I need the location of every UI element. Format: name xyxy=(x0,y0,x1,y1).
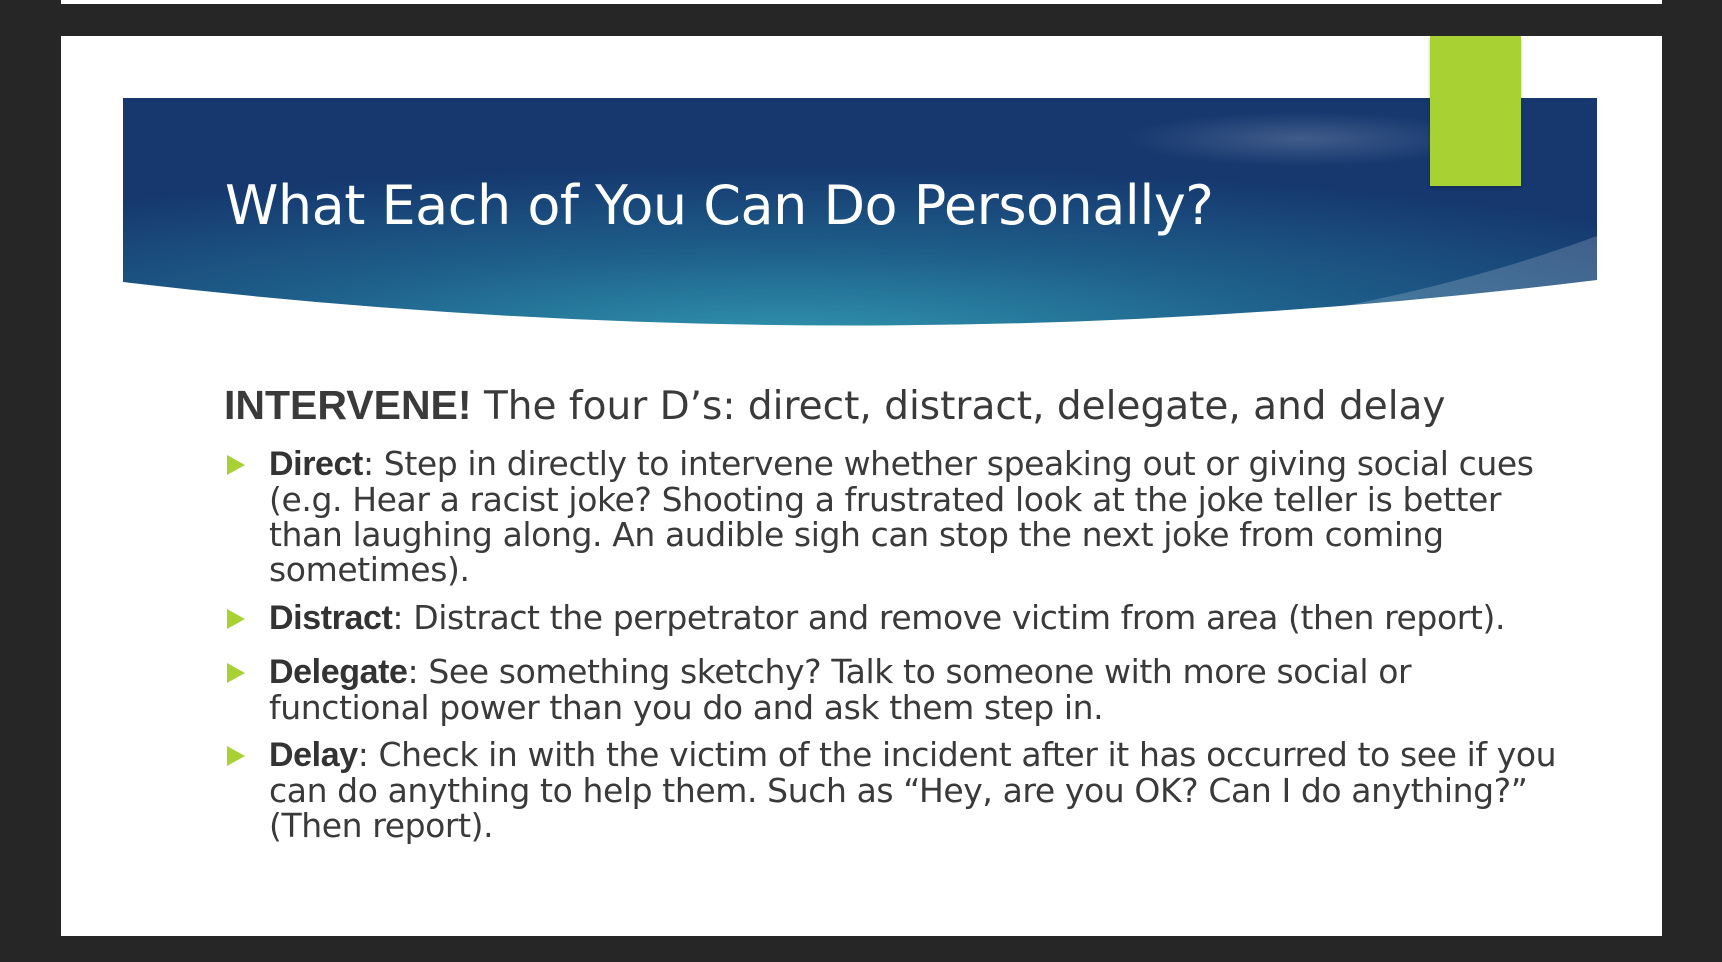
lead-line xyxy=(224,382,1446,429)
triangle-arrow-right-icon xyxy=(227,663,245,683)
lead-text: The four D’s: direct, distract, delegate, and delay xyxy=(471,384,1446,429)
bullet-text xyxy=(269,446,1559,587)
slide xyxy=(61,36,1662,936)
triangle-arrow-right-icon xyxy=(227,455,245,475)
bullet-description: : Distract the perpetrator and remove victim from area (then report). xyxy=(392,598,1506,637)
previous-slide-edge xyxy=(61,0,1662,4)
bullet-term: Direct xyxy=(269,445,363,483)
bullet-term: Distract xyxy=(269,599,393,637)
bullet-description: : Step in directly to intervene whether speaking out or giving social cues (e.g. Hear a racist joke? Shooting a frustrated look at the joke teller is better than laughing along. An audible sigh can stop the next joke from coming sometimes). xyxy=(269,444,1534,589)
bullet-text xyxy=(269,600,1559,636)
bullet-text xyxy=(269,654,1559,725)
triangle-arrow-right-icon xyxy=(227,609,245,629)
accent-tab xyxy=(1430,36,1521,186)
bullet-term: Delay xyxy=(269,736,358,774)
bullet-text xyxy=(269,737,1559,843)
slide-title: What Each of You Can Do Personally? xyxy=(225,174,1214,237)
bullet-description: : Check in with the victim of the incident after it has occurred to see if you can do anything to help them. Such as “Hey, are you OK? Can I do anything?” (Then report). xyxy=(269,735,1557,845)
bullet-description: : See something sketchy? Talk to someone with more social or functional power than you do and ask them step in. xyxy=(269,652,1412,727)
triangle-arrow-right-icon xyxy=(227,746,245,766)
bullet-term: Delegate xyxy=(269,653,408,691)
lead-strong: INTERVENE! xyxy=(224,382,472,428)
